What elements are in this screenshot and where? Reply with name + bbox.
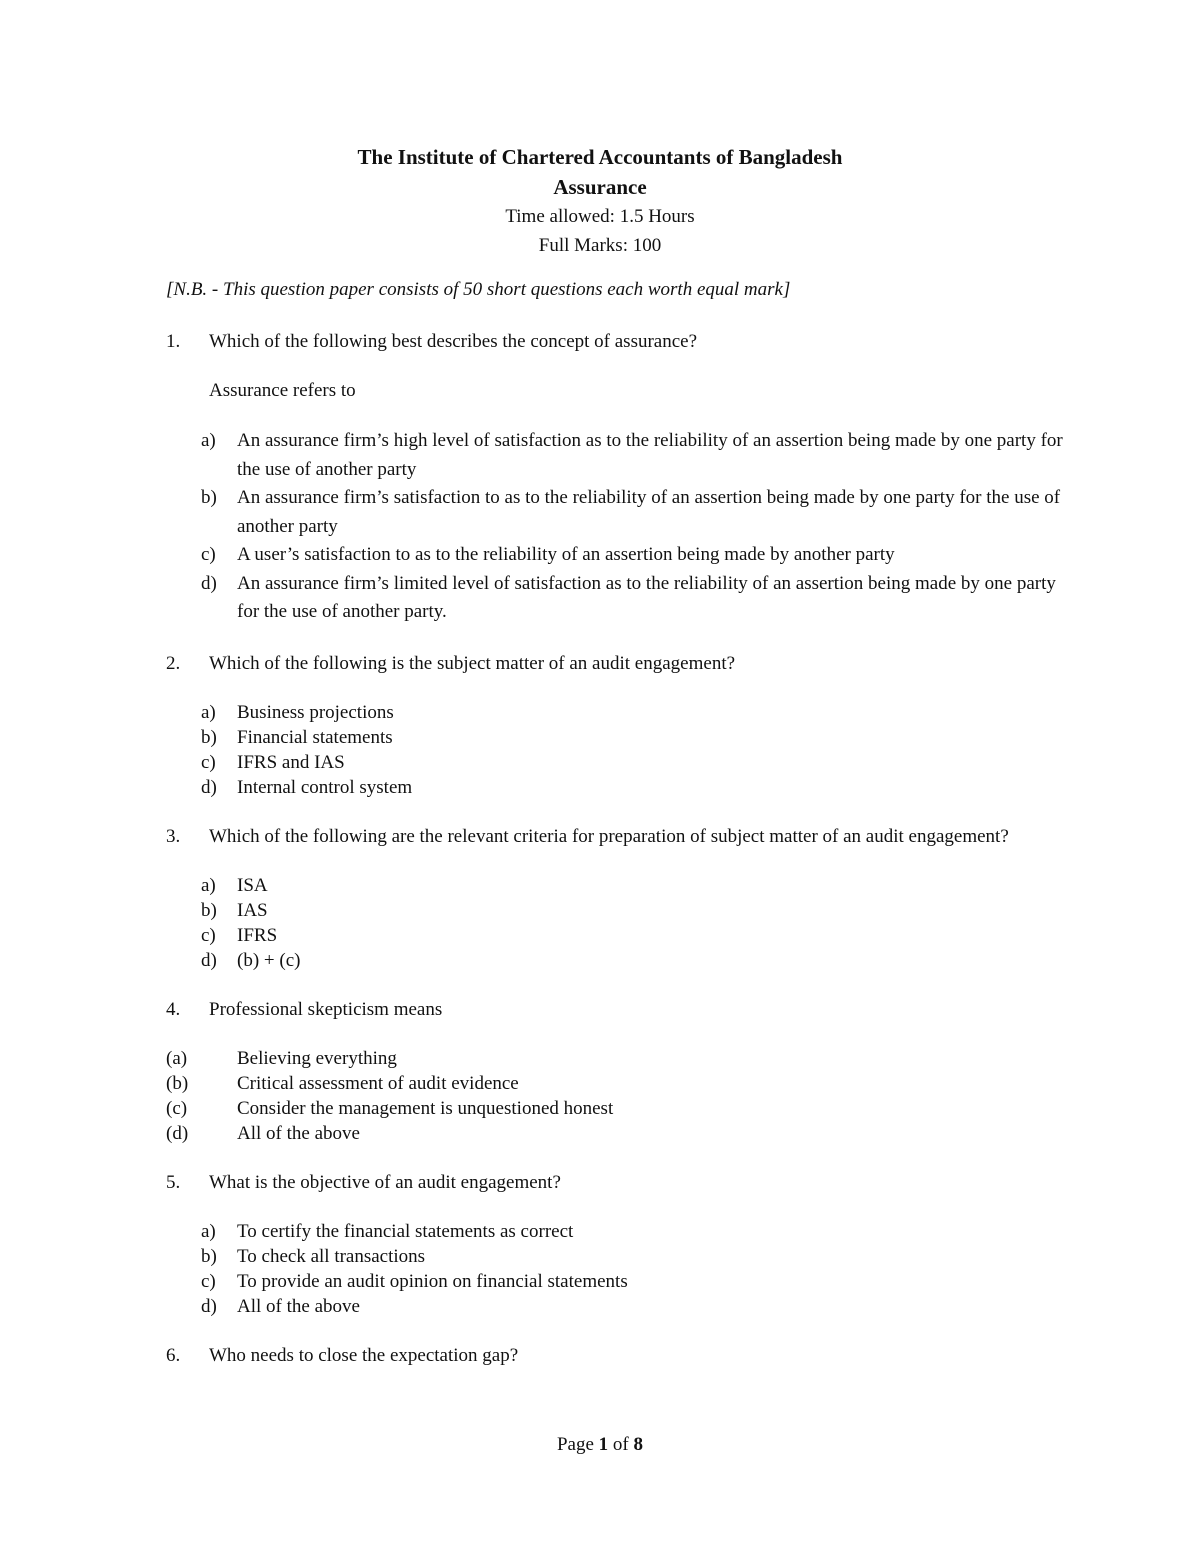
option-d [166,1121,1066,1146]
question-3-stem [166,824,1066,849]
option-text: An assurance firm’s limited level of satisfaction as to the reliability of an assertion being made by one party for the use of another party. [237,572,1056,622]
option-letter: c) [201,751,216,773]
option-a [166,427,1066,484]
option-text: Financial statements [237,726,393,748]
option-b [166,1244,1066,1269]
question-number: 2. [166,652,181,674]
option-letter: b) [201,487,217,508]
question-3 [166,824,1066,973]
option-letter: b) [201,899,217,921]
question-2 [166,651,1066,800]
question-3-options [166,873,1066,973]
question-number: 5. [166,1171,181,1193]
option-b [166,898,1066,923]
option-letter: a) [201,701,216,723]
question-number: 6. [166,1344,181,1366]
question-number: 1. [166,331,181,352]
option-text: Internal control system [237,776,413,798]
option-letter: a) [201,874,216,896]
question-1-options [166,427,1066,627]
option-text: All of the above [237,1295,360,1317]
question-number: 3. [166,825,181,847]
option-letter: (d) [166,1122,189,1144]
option-c [166,541,1066,570]
question-text: Which of the following best describes the concept of assurance? [209,331,698,352]
time-allowed: Time allowed: 1.5 Hours [505,206,695,227]
page-label: Page [556,1434,594,1455]
option-letter: d) [201,949,217,971]
option-b [166,1071,1066,1096]
question-text: What is the objective of an audit engagement? [209,1171,561,1193]
question-5 [166,1170,1066,1319]
option-letter: d) [201,572,217,594]
question-number: 4. [166,998,181,1020]
option-letter: b) [201,1245,217,1267]
full-marks: Full Marks: 100 [538,235,662,256]
option-text: Business projections [237,701,394,723]
option-d [166,1294,1066,1319]
option-letter: c) [201,1270,216,1292]
institute-title: The Institute of Chartered Accountants of Bangladesh [357,145,843,169]
question-2-stem [166,651,1066,676]
option-letter: c) [201,924,216,946]
option-text: A user’s satisfaction to as to the reliability of an assertion being made by another party [237,544,895,565]
question-2-options [166,700,1066,800]
total-pages-number: 8 [633,1434,643,1455]
option-text: To check all transactions [237,1245,426,1267]
option-letter: b) [201,726,217,748]
option-text: Consider the management is unquestioned honest [237,1097,614,1119]
option-letter: c) [201,544,216,565]
option-text: Believing everything [237,1047,397,1069]
question-4-options [166,1046,1066,1146]
option-b [166,725,1066,750]
question-text: Which of the following are the relevant criteria for preparation of subject matter of an audit engagement? [209,825,1009,847]
option-letter: d) [201,776,217,798]
instruction-note: [N.B. - This question paper consists of 50 short questions each worth equal mark] [166,279,791,300]
option-a [166,1046,1066,1071]
option-letter: (b) [166,1072,189,1094]
option-c [166,1096,1066,1121]
option-a [166,1219,1066,1244]
subject-title: Assurance [553,175,647,199]
question-text: Who needs to close the expectation gap? [209,1344,519,1366]
option-letter: d) [201,1295,217,1317]
question-text: Professional skepticism means [209,998,443,1020]
question-6 [166,1343,1066,1368]
question-5-stem [166,1170,1066,1195]
option-text: ISA [237,874,268,896]
question-5-options [166,1219,1066,1319]
option-text: IFRS and IAS [237,751,345,773]
option-d [166,948,1066,973]
option-text: IAS [237,899,268,921]
option-letter: a) [201,1220,216,1242]
option-c [166,923,1066,948]
question-4 [166,997,1066,1146]
question-text: Which of the following is the subject matter of an audit engagement? [209,652,736,674]
option-letter: (a) [166,1047,188,1069]
option-a [166,873,1066,898]
question-1 [166,329,1066,627]
option-text: An assurance firm’s high level of satisfaction as to the reliability of an assertion being made by one party for the use of another party [237,430,1063,480]
of-label: of [612,1434,629,1455]
option-d [166,775,1066,800]
option-d [166,570,1066,627]
option-b [166,484,1066,541]
page-footer [0,1432,1200,1458]
question-6-stem [166,1343,1066,1368]
current-page-number: 1 [598,1434,609,1455]
option-text: Critical assessment of audit evidence [237,1072,519,1094]
option-a [166,700,1066,725]
option-text: (b) + (c) [237,949,301,971]
option-text: IFRS [237,924,278,946]
exam-header [0,142,1200,260]
option-text: To provide an audit opinion on financial statements [237,1270,628,1292]
option-letter: (c) [166,1097,188,1119]
option-c [166,750,1066,775]
question-1-stem [166,329,1066,354]
question-4-stem [166,997,1066,1022]
option-text: To certify the financial statements as correct [237,1220,574,1242]
question-list [166,329,1066,1368]
option-text: All of the above [237,1122,360,1144]
option-letter: a) [201,430,216,451]
option-text: An assurance firm’s satisfaction to as to the reliability of an assertion being made by one party for the use of another party [237,487,1061,537]
question-1-lead: Assurance refers to [209,380,356,401]
option-c [166,1269,1066,1294]
